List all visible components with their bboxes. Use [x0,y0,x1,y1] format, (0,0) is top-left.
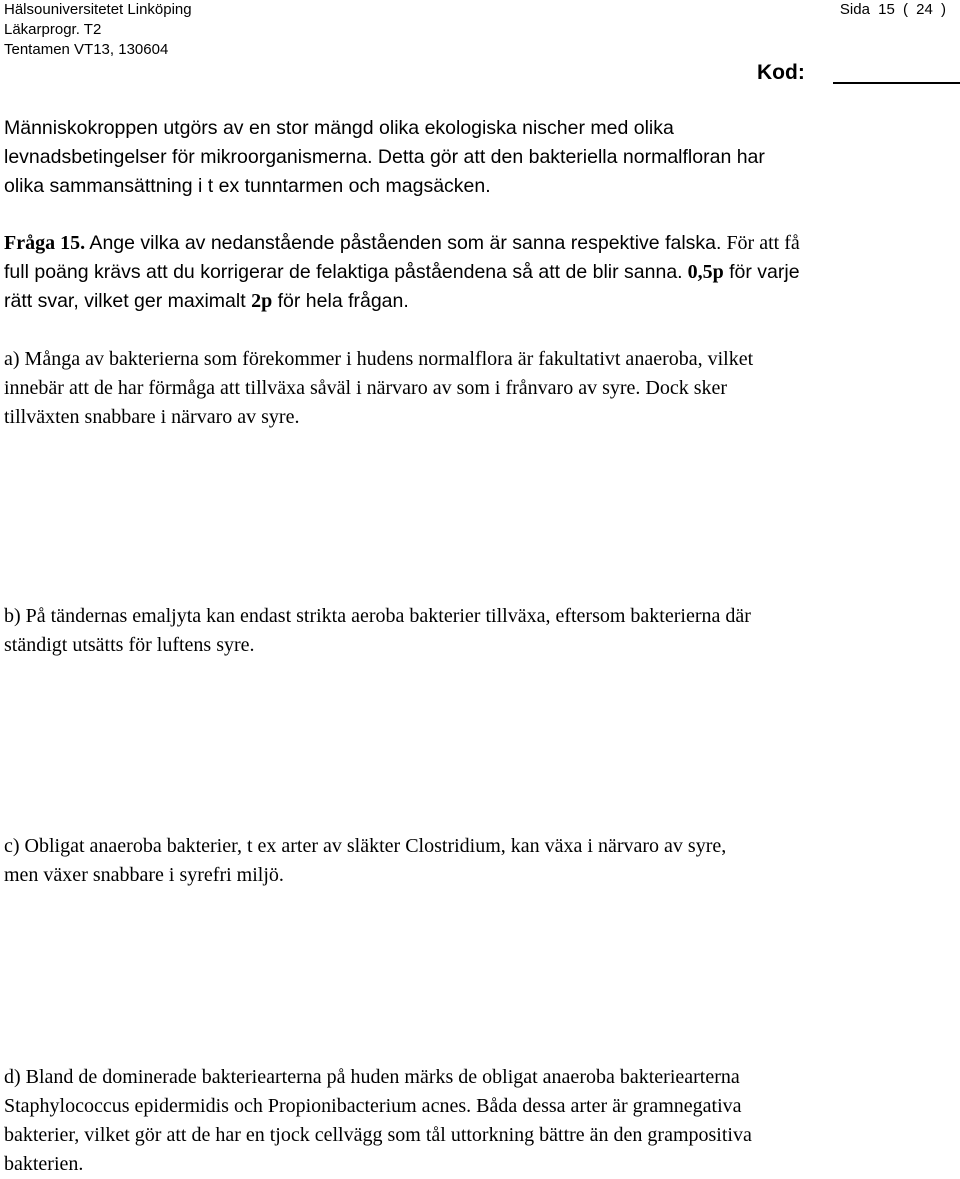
statement-b [4,602,958,660]
question-text: full poäng krävs att du korrigerar de felaktiga påståendena så att de blir sanna. [4,261,683,283]
statement-a [4,345,958,432]
question-text: för hela frågan. [272,290,409,312]
question-label: Fråga 15. [4,232,86,254]
statement-line: Staphylococcus epidermidis och Propionibacterium acnes. Båda dessa arter är gramnegativa [4,1095,742,1117]
program-name: Läkarprogr. T2 [4,21,102,38]
statement-d [4,1063,958,1179]
page-total: 24 [916,1,933,18]
code-field-line[interactable] [833,82,960,84]
statement-line: bakterier, vilket gör att de har en tjock cellvägg som tål uttorkning bättre än den grampositiva [4,1124,752,1146]
question-text: rätt svar, vilket ger maximalt [4,290,252,312]
statement-line: ständigt utsätts för luftens syre. [4,634,255,656]
page-label: Sida [839,1,870,18]
intro-paragraph [4,114,958,201]
page-number: 15 [878,1,895,18]
page-indicator [840,0,946,20]
question-text: För att få [721,232,800,254]
statement-line: tillväxten snabbare i närvaro av syre. [4,406,300,428]
page-close-paren: ) [941,1,946,18]
statement-line: d) Bland de dominerade bakteriearterna på huden märks de obligat anaeroba bakteriearterna [4,1066,740,1088]
code-label: Kod: [757,61,805,84]
document-header [4,0,192,60]
page-open-paren: ( [902,1,908,18]
max-points: 2p [251,290,273,312]
exam-name: Tentamen VT13, 130604 [4,41,169,58]
statement-line: men växer snabbare i syrefri miljö. [4,864,284,886]
statement-line: a) Många av bakterierna som förekommer i hudens normalflora är fakultativt anaeroba, vilket [4,348,754,370]
intro-line: olika sammansättning i t ex tunntarmen och magsäcken. [4,175,491,197]
statement-line: b) På tändernas emaljyta kan endast strikta aeroba bakterier tillväxa, eftersom bakterierna där [4,605,751,627]
points-per-answer: 0,5p [682,261,724,283]
statement-c [4,832,958,890]
statement-line: c) Obligat anaeroba bakterier, t ex arter av släkter Clostridium, kan växa i närvaro av syre, [4,835,727,857]
question-instructions [4,229,958,316]
statement-line: bakterien. [4,1153,84,1175]
question-text: Ange vilka av nedanstående påståenden som är sanna respektive falska. [85,232,722,254]
intro-line: Människokroppen utgörs av en stor mängd olika ekologiska nischer med olika [4,117,674,139]
statement-line: innebär att de har förmåga att tillväxa såväl i närvaro av som i frånvaro av syre. Dock sker [4,377,728,399]
institution-name: Hälsouniversitetet Linköping [4,1,192,18]
intro-line: levnadsbetingelser för mikroorganismerna. Detta gör att den bakteriella normalfloran har [4,146,765,168]
question-text: för varje [723,261,800,283]
